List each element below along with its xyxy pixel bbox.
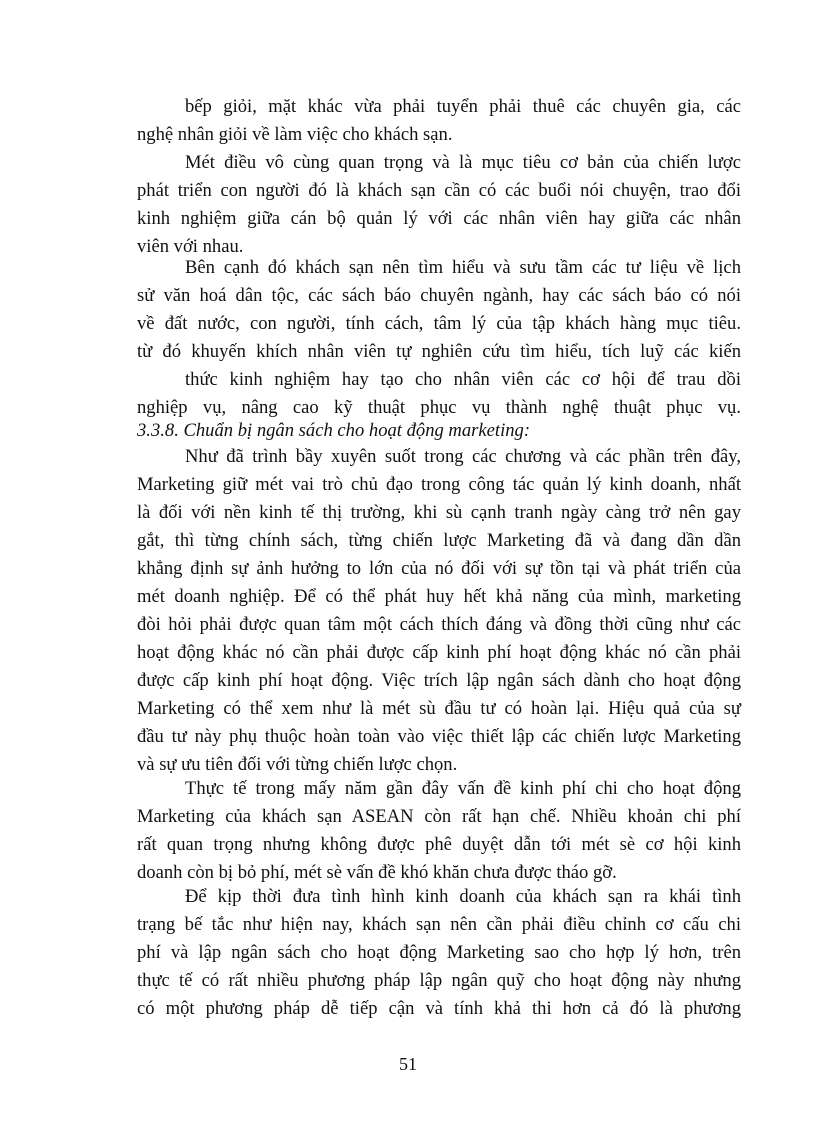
text-line: đòi hỏi phải được quan tâm một cách thích đáng và đồng thời cũng như các (137, 614, 741, 635)
text-line: là đối với nền kinh tế thị trường, khi sù cạnh tranh ngày càng trở nên gay (137, 502, 741, 523)
text-line: Như đã trình bầy xuyên suốt trong các chương và các phần trên đây, (185, 446, 741, 467)
page-number: 51 (399, 1054, 417, 1074)
text-line: Mét điều vô cùng quan trọng và là mục tiêu cơ bản của chiến lược (185, 152, 741, 173)
text-line: phát triển con người đó là khách sạn cần có các buổi nói chuyện, trao đổi (137, 180, 741, 201)
text-line: được cấp kinh phí hoạt động. Việc trích lập ngân sách dành cho hoạt động (137, 670, 741, 691)
text-line: nghệ nhân giỏi về làm việc cho khách sạn. (137, 124, 453, 145)
text-line: Marketing giữ mét vai trò chủ đạo trong công tác quản lý kinh doanh, nhất (137, 474, 741, 495)
text-line: viên với nhau. (137, 236, 244, 257)
text-line: thức kinh nghiệm hay tạo cho nhân viên các cơ hội để trau dồi (185, 369, 741, 390)
text-line: Marketing của khách sạn ASEAN còn rất hạn chế. Nhiều khoản chi phí (137, 806, 741, 827)
text-line: nghiệp vụ, nâng cao kỹ thuật phục vụ thành nghệ thuật phục vụ. (137, 397, 741, 418)
section-heading: 3.3.8. Chuẩn bị ngân sách cho hoạt động marketing: (137, 420, 531, 441)
text-line: sử văn hoá dân tộc, các sách báo chuyên ngành, hay các sách báo có nói (137, 285, 741, 306)
text-line: có một phương pháp dễ tiếp cận và tính khả thi hơn cả đó là phương (137, 998, 741, 1019)
text-line: và sự ưu tiên đối với từng chiến lược chọn. (137, 754, 458, 775)
text-line: về đất nước, con người, tính cách, tâm lý của tập khách hàng mục tiêu. (137, 313, 741, 334)
text-line: Marketing có thể xem như là mét sù đầu tư có hoàn lại. Hiệu quả của sự (137, 698, 741, 719)
text-line: rất quan trọng nhưng không được phê duyệt dẫn tới mét sè cơ hội kinh (137, 834, 741, 855)
text-line: hoạt động khác nó cần phải được cấp kinh phí hoạt động khác nó cần phải (137, 642, 741, 663)
text-line: khẳng định sự ảnh hưởng to lớn của nó đối với sự tồn tại và phát triển của (137, 558, 741, 579)
text-line: Thực tế trong mấy năm gần đây vấn đề kinh phí chi cho hoạt động (185, 778, 741, 799)
text-line: Bên cạnh đó khách sạn nên tìm hiểu và sưu tầm các tư liệu về lịch (185, 257, 741, 278)
text-line: kinh nghiệm giữa cán bộ quản lý với các nhân viên hay giữa các nhân (137, 208, 741, 229)
text-line: trạng bế tắc như hiện nay, khách sạn nên cần phải điều chỉnh cơ cấu chi (137, 914, 741, 935)
text-line: thực tế có rất nhiều phương pháp lập ngân quỹ cho hoạt động này nhưng (137, 970, 741, 991)
text-line: từ đó khuyến khích nhân viên tự nghiên cứu tìm hiểu, tích luỹ các kiến (137, 341, 741, 362)
text-line: doanh còn bị bỏ phí, mét sè vấn đề khó khăn chưa được tháo gỡ. (137, 862, 617, 883)
text-line: gắt, thì từng chính sách, từng chiến lược Marketing đã và đang dần dần (137, 530, 741, 551)
text-line: phí và lập ngân sách cho hoạt động Marketing sao cho hợp lý hơn, trên (137, 942, 741, 963)
text-line: mét doanh nghiệp. Để có thể phát huy hết khả năng của mình, marketing (137, 586, 741, 607)
text-line: đầu tư này phụ thuộc hoàn toàn vào việc thiết lập các chiến lược Marketing (137, 726, 741, 747)
text-line: bếp giỏi, mặt khác vừa phải tuyển phải thuê các chuyên gia, các (185, 96, 741, 117)
text-line: Để kịp thời đưa tình hình kinh doanh của khách sạn ra khái tình (185, 886, 741, 907)
